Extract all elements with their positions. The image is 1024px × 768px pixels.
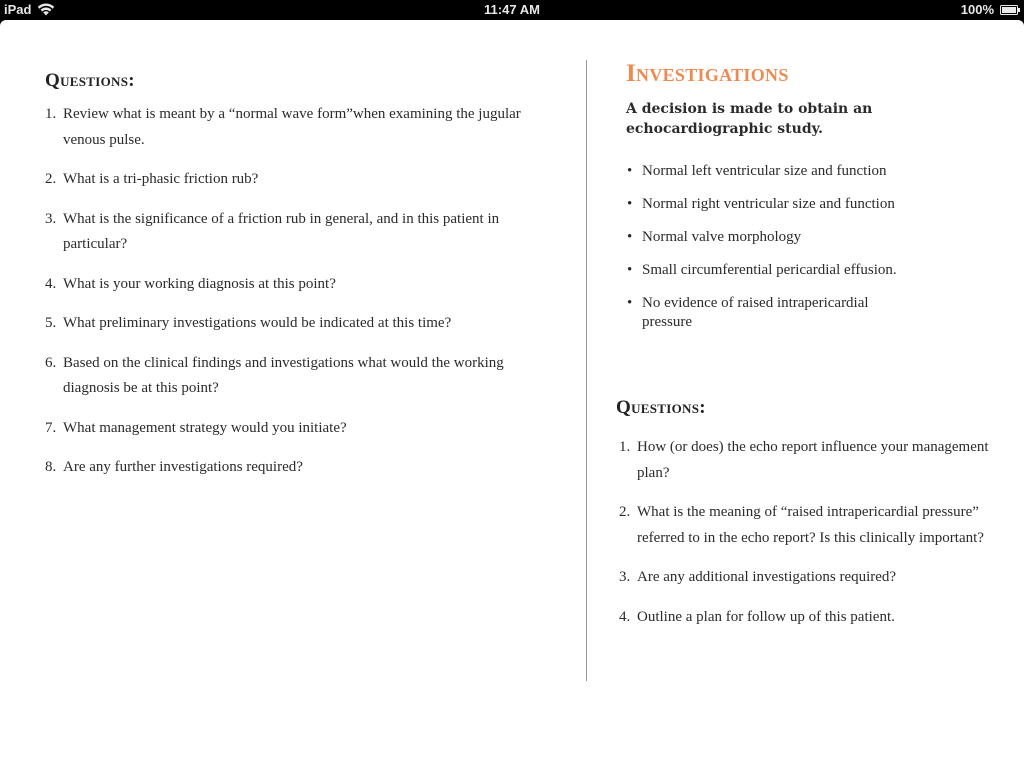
- question-item: [619, 435, 1004, 486]
- question-text: Outline a plan for follow up of this patient.: [637, 608, 895, 625]
- question-number: 3.: [45, 210, 57, 227]
- question-number: 2.: [619, 504, 631, 520]
- right-questions-list: [619, 435, 1004, 644]
- question-number: 3.: [619, 569, 631, 585]
- question-item: [45, 207, 535, 258]
- finding-item: [626, 294, 916, 332]
- question-number: 1.: [619, 439, 631, 455]
- finding-text: Small circumferential pericardial effusion.: [642, 262, 897, 278]
- investigations-heading: Investigations: [626, 60, 789, 87]
- question-text: How (or does) the echo report influence your management plan?: [637, 439, 989, 481]
- finding-item: [626, 162, 916, 181]
- status-bar: [0, 0, 1024, 20]
- question-text: What is your working diagnosis at this point?: [63, 275, 336, 292]
- question-text: What is the meaning of “raised intrapericardial pressure” referred to in the echo report? Is this clinically important?: [637, 504, 984, 546]
- question-item: [45, 416, 535, 442]
- finding-text: No evidence of raised intrapericardial pressure: [642, 295, 869, 330]
- question-text: Are any additional investigations required?: [637, 569, 897, 585]
- question-text: Review what is meant by a “normal wave form”when examining the jugular venous pulse.: [63, 106, 521, 148]
- right-questions-heading: Questions:: [616, 397, 706, 418]
- question-item: [619, 605, 1004, 631]
- finding-item: [626, 195, 916, 214]
- question-item: [45, 351, 535, 402]
- echo-findings-list: [626, 162, 916, 346]
- bullet-icon: •: [627, 196, 633, 212]
- finding-text: Normal valve morphology: [642, 229, 802, 245]
- device-label: iPad: [4, 2, 32, 17]
- question-number: 1.: [45, 106, 57, 122]
- question-item: [619, 565, 1004, 591]
- investigations-lead: A decision is made to obtain an echocardiographic study.: [626, 101, 873, 137]
- finding-text: Normal right ventricular size and function: [642, 196, 895, 212]
- question-number: 2.: [45, 171, 57, 187]
- battery-percent: 100%: [960, 2, 994, 17]
- bullet-icon: •: [627, 229, 633, 245]
- question-item: [45, 455, 535, 481]
- question-item: [45, 272, 535, 298]
- bullet-icon: •: [627, 163, 633, 179]
- left-questions-heading: Questions:: [45, 70, 135, 91]
- book-page: [0, 20, 1024, 768]
- question-number: 8.: [45, 459, 57, 475]
- question-item: [45, 311, 535, 337]
- question-number: 4.: [45, 275, 57, 292]
- finding-text: Normal left ventricular size and function: [642, 163, 887, 179]
- clock: 11:47 AM: [484, 2, 540, 17]
- question-text: What is the significance of a friction rub in general, and in this patient in particular?: [63, 210, 500, 252]
- question-text: Are any further investigations required?: [63, 459, 303, 475]
- question-text: What is a tri-phasic friction rub?: [63, 171, 259, 187]
- question-text: What management strategy would you initiate?: [63, 419, 347, 436]
- column-divider: [586, 60, 587, 681]
- question-number: 6.: [45, 354, 57, 371]
- question-text: Based on the clinical findings and investigations what would the working diagnosis be at this point?: [63, 354, 504, 396]
- bullet-icon: •: [627, 262, 633, 278]
- finding-item: [626, 261, 916, 280]
- bullet-icon: •: [627, 295, 633, 311]
- question-number: 5.: [45, 315, 57, 331]
- question-item: [619, 500, 1004, 551]
- question-number: 7.: [45, 419, 57, 436]
- left-questions-list: [45, 102, 535, 495]
- finding-item: [626, 228, 916, 247]
- question-number: 4.: [619, 608, 631, 625]
- battery-icon: [1000, 5, 1020, 15]
- question-text: What preliminary investigations would be indicated at this time?: [63, 315, 452, 331]
- question-item: [45, 167, 535, 193]
- question-item: [45, 102, 535, 153]
